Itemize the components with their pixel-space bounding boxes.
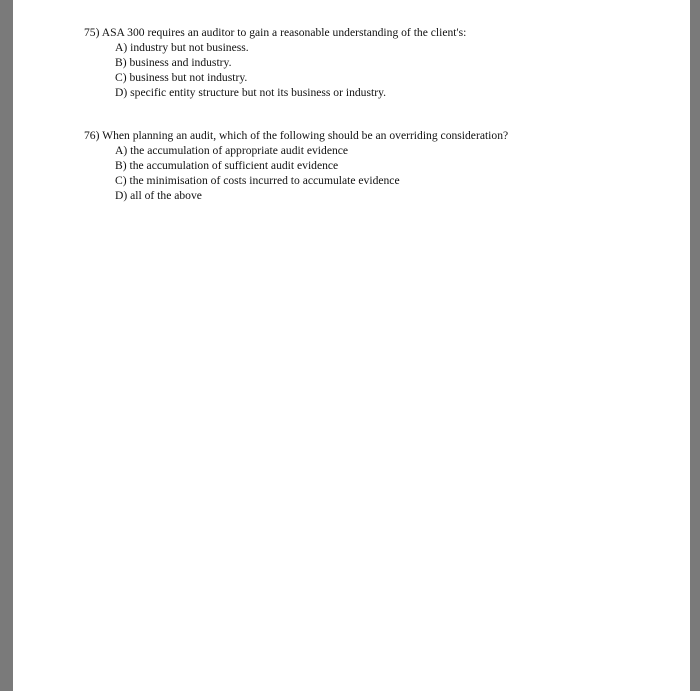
question-stem: 75) ASA 300 requires an auditor to gain a reasonable understanding of the client's: bbox=[84, 26, 467, 39]
option-b: B) business and industry. bbox=[115, 56, 232, 69]
option-a: A) the accumulation of appropriate audit evidence bbox=[115, 144, 349, 157]
option-c: C) the minimisation of costs incurred to accumulate evidence bbox=[115, 174, 400, 187]
question-stem: 76) When planning an audit, which of the following should be an overriding consideration? bbox=[84, 129, 509, 142]
option-d: D) all of the above bbox=[115, 189, 202, 202]
option-c: C) business but not industry. bbox=[115, 71, 248, 84]
question-75 bbox=[84, 25, 466, 100]
option-b: B) the accumulation of sufficient audit evidence bbox=[115, 159, 339, 172]
question-76 bbox=[84, 128, 508, 203]
option-d: D) specific entity structure but not its business or industry. bbox=[115, 86, 387, 99]
document-page bbox=[13, 0, 690, 691]
option-a: A) industry but not business. bbox=[115, 41, 249, 54]
